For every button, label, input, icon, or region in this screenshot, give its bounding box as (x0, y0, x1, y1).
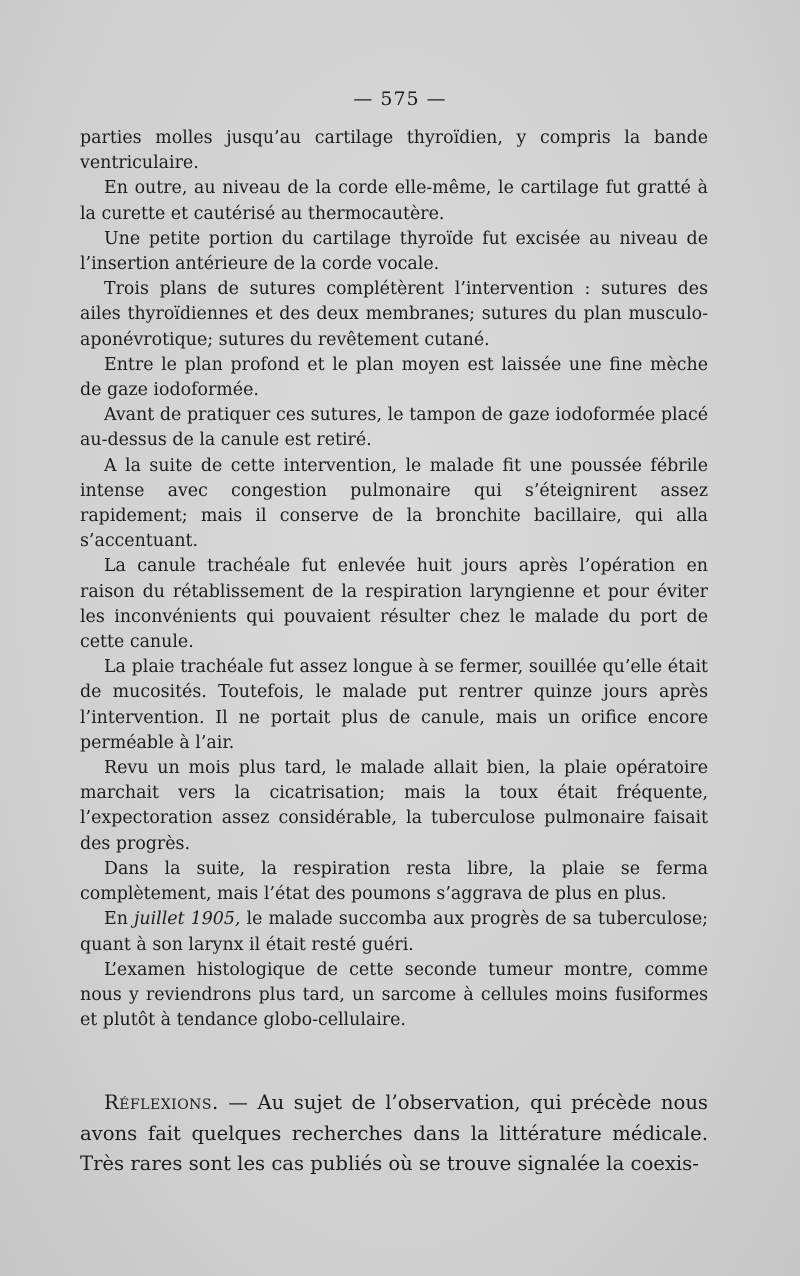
paragraph-2: En outre, au niveau de la corde elle-même, le cartilage fut gratté à la curette et cautérisé au thermocautère. (80, 178, 708, 224)
paragraph-6: Avant de pratiquer ces sutures, le tampon de gaze iodoformée placé au-dessus de la canule est retiré. (80, 405, 708, 451)
paragraph-11: Dans la suite, la respiration resta libre, la plaie se ferma complètement, mais l’état des poumons s’aggrava de plus en plus. (80, 858, 708, 905)
page-number: — 575 — (353, 88, 447, 110)
paragraph-7: A la suite de cette intervention, le malade fit une poussée fébrile intense avec congestion pulmonaire qui s’éteignirent assez rapidement; mais il conserve de la bronchite bacillaire, qui alla s’accentuant. (80, 455, 708, 552)
paragraph-1: parties molles jusqu’au cartilage thyroïdien, y compris la bande ventriculaire. (80, 128, 708, 174)
paragraph-12-date: juillet 1905, (134, 909, 241, 930)
reflections-paragraph (80, 1088, 708, 1180)
body-text (80, 126, 708, 1033)
reflections-section (80, 1088, 708, 1180)
paragraph-12-suffix: le malade succomba aux progrès de sa tuberculose; quant à son larynx il était resté guéri. (80, 909, 708, 955)
paragraph-12 (80, 907, 708, 957)
paragraph-4: Trois plans de sutures complétèrent l’intervention : sutures des ailes thyroïdiennes et des deux membranes; sutures du plan musculo-aponévrotique; sutures du revêtement cutané. (80, 279, 708, 350)
paragraph-8: La canule trachéale fut enlevée huit jours après l’opération en raison du rétablissement de la respiration laryngienne et pour éviter les inconvénients qui pouvaient résulter chez le malade du port de cette canule. (80, 556, 708, 653)
reflections-text: — Au sujet de l’observation, qui précède nous avons fait quelques recherches dans la littérature médicale. Très rares sont les cas publiés où se trouve signalée la coexis- (80, 1091, 708, 1175)
reflections-heading: Réflexions. (104, 1091, 219, 1114)
paragraph-9: La plaie trachéale fut assez longue à se fermer, souillée qu’elle était de mucosités. Toutefois, le malade put rentrer quinze jours après l’intervention. Il ne portait plus de canule, mais un orifice encore perméable à l’air. (80, 657, 708, 753)
paragraph-10: Revu un mois plus tard, le malade allait bien, la plaie opératoire marchait vers la cicatrisation; mais la toux était fréquente, l’expectoration assez considérable, la tuberculose pulmonaire faisait des progrès. (80, 758, 708, 854)
paragraph-5: Entre le plan profond et le plan moyen est laissée une fine mèche de gaze iodoformée. (80, 354, 708, 401)
paragraph-13: L’examen histologique de cette seconde tumeur montre, comme nous y reviendrons plus tard, un sarcome à cellules moins fusiformes et plutôt à tendance globo-cellulaire. (80, 959, 708, 1031)
paragraph-3: Une petite portion du cartilage thyroïde fut excisée au niveau de l’insertion antérieure de la corde vocale. (80, 228, 708, 275)
paragraph-12-prefix: En (104, 909, 134, 930)
